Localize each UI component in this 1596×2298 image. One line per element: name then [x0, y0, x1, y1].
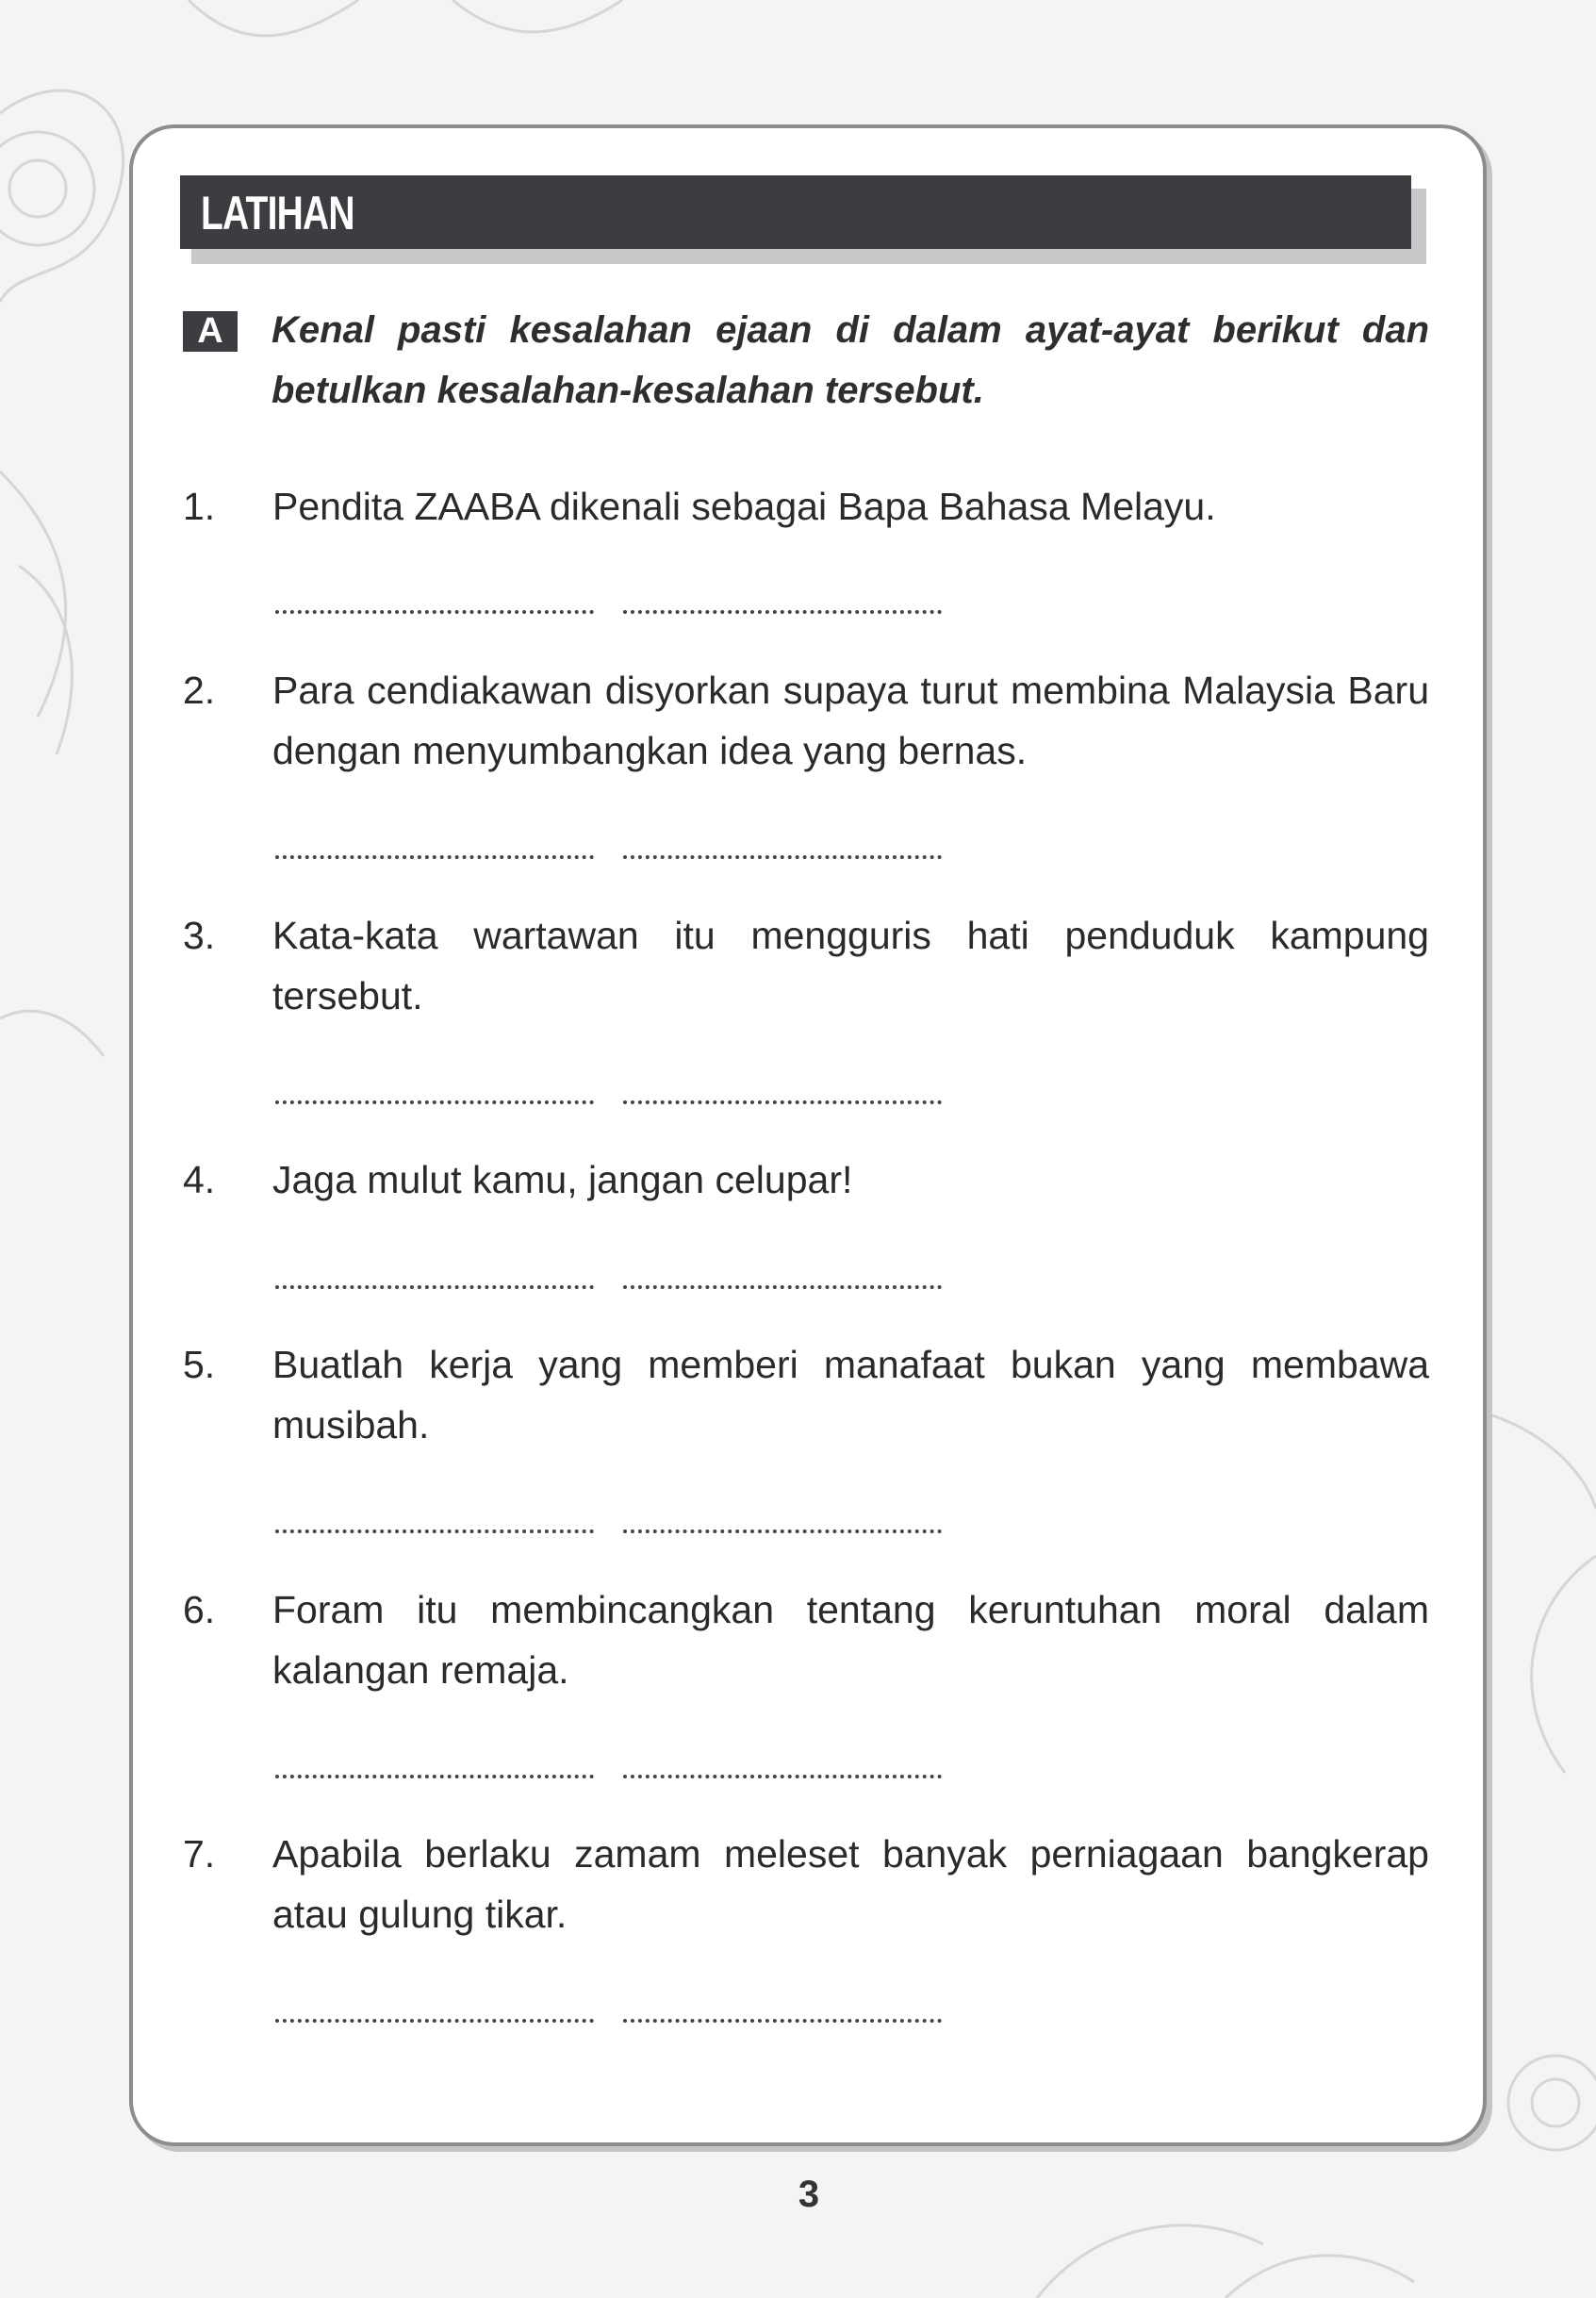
question-number: 3.	[183, 914, 216, 957]
question-number: 2.	[183, 669, 216, 712]
answer-blank-wrong[interactable]	[275, 1775, 594, 1778]
question-number: 1.	[183, 485, 216, 528]
exercise-banner	[180, 175, 1411, 249]
page-number: 3	[798, 2174, 820, 2215]
banner-title: LATIHAN	[201, 187, 354, 240]
section-label: A	[183, 311, 238, 352]
answer-blank-correct[interactable]	[623, 1285, 942, 1289]
question-text: Para cendiakawan disyorkan supaya turut membina Malaysia Baru dengan menyumbangkan idea yang bernas.	[272, 669, 1429, 772]
answer-blank-wrong[interactable]	[275, 2019, 594, 2023]
section-instruction: Kenal pasti kesalahan ejaan di dalam ayat-ayat berikut dan betulkan kesalahan-kesalahan tersebut.	[271, 309, 1429, 411]
answer-blank-correct[interactable]	[623, 855, 942, 859]
question-number: 5.	[183, 1343, 216, 1386]
answer-blank-correct[interactable]	[623, 1529, 942, 1533]
answer-blank-correct[interactable]	[623, 2019, 942, 2023]
answer-blank-correct[interactable]	[623, 1775, 942, 1778]
answer-blank-wrong[interactable]	[275, 610, 594, 614]
answer-blank-correct[interactable]	[623, 610, 942, 614]
question-number: 6.	[183, 1588, 216, 1631]
question-text: Foram itu membincangkan tentang keruntuhan moral dalam kalangan remaja.	[272, 1588, 1429, 1692]
question-number: 4.	[183, 1158, 216, 1201]
answer-blank-wrong[interactable]	[275, 1285, 594, 1289]
question-text: Pendita ZAABA dikenali sebagai Bapa Bahasa Melayu.	[272, 485, 1216, 528]
answer-blank-wrong[interactable]	[275, 1100, 594, 1104]
answer-blank-wrong[interactable]	[275, 855, 594, 859]
answer-blank-wrong[interactable]	[275, 1529, 594, 1533]
question-text: Jaga mulut kamu, jangan celupar!	[272, 1158, 853, 1201]
question-text: Kata-kata wartawan itu mengguris hati penduduk kampung tersebut.	[272, 914, 1429, 1017]
question-text: Buatlah kerja yang memberi manafaat bukan yang membawa musibah.	[272, 1343, 1429, 1447]
question-number: 7.	[183, 1832, 216, 1876]
question-text: Apabila berlaku zamam meleset banyak perniagaan bangkerap atau gulung tikar.	[272, 1832, 1429, 1936]
answer-blank-correct[interactable]	[623, 1100, 942, 1104]
